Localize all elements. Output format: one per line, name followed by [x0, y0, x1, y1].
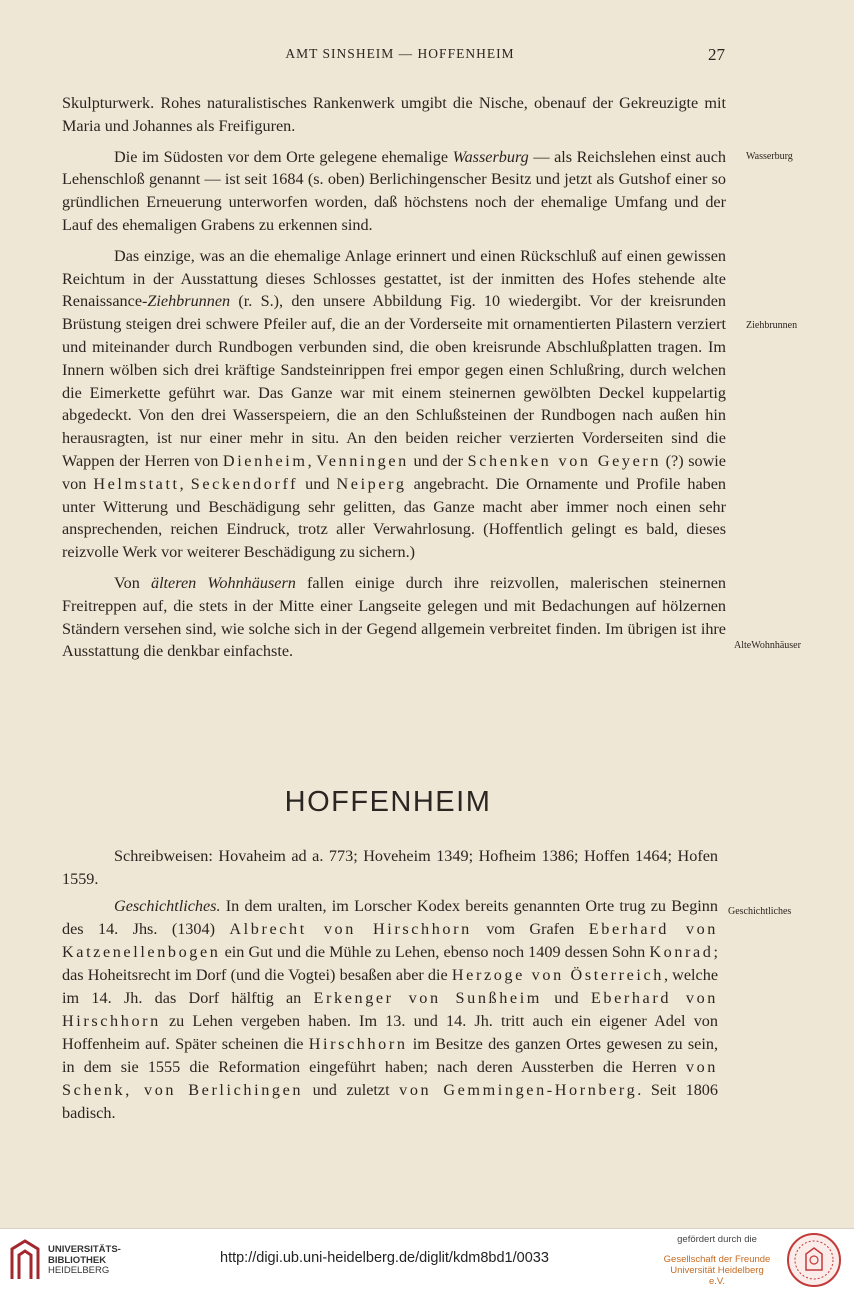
library-line-2: BIBLIOTHEK: [48, 1254, 107, 1266]
library-line-1: UNIVERSITÄTS-: [48, 1244, 121, 1255]
text-run: im Besitze des ganzen Ortes gewesen zu sein, in dem sie 1555 die Reformation eingeführt haben; nach deren Aussterben die Herren: [62, 1035, 718, 1076]
name-gemmingen-hornberg: von Gemmingen-Hornberg: [399, 1081, 638, 1099]
text-run: und: [542, 989, 591, 1007]
margin-note-wasserburg: Wasserburg: [746, 151, 793, 162]
term-ziehbrunnen: Ziehbrunnen: [147, 292, 231, 311]
name-eberhard-katzenellenbogen: Eberhard von Katzenellenbogen: [62, 920, 718, 961]
text-run: Die im Südosten vor dem Orte gelegene ehemalige: [114, 147, 453, 166]
text-run: fallen einige durch ihre reizvollen, malerischen steinernen Freitreppen auf, die stets in der Mitte einer Langseite gelegen und mit Bedachungen auf hölzernen Ständern versehen sind, wie solche sich in der Gegend allgemein verbreitet finden. Im übrigen ist ihre Ausstattung die denkbar einfachste.: [62, 573, 726, 661]
margin-note-wohnhaeuser: AlteWohnhäuser: [734, 640, 801, 651]
text-run: angebracht. Die Ornamente und Profile haben unter Witterung und Beschädigung sehr gelitten, das Ganze macht aber immer noch einen sehr ansprechenden, reichen Eindruck, trotz aller Verwahrlosung. (Hoffentlich gelingt es bald, dieses reizvolle Werk vor weiterer Beschädigung zu sichern.): [62, 474, 727, 562]
text-run: ,: [179, 474, 191, 493]
permalink-url[interactable]: http://digi.ub.uni-heidelberg.de/diglit/kdm8bd1/0033: [220, 1250, 549, 1266]
sponsor: [662, 1234, 772, 1287]
text-run: ; das Hoheitsrecht im Dorf (und die Vogtei) besaßen aber die: [62, 943, 718, 984]
text-run: Von: [114, 573, 151, 592]
text-run: und: [298, 474, 337, 493]
text-run: ein Gut und die Mühle zu Lehen, ebenso noch 1409 dessen Sohn: [220, 943, 650, 961]
ub-logo-icon: [8, 1239, 42, 1281]
name-schenken-von-geyern: Schenken von Geyern: [467, 451, 662, 470]
paragraph-wasserburg: [62, 146, 726, 237]
name-helmstatt: Helmstatt: [93, 474, 180, 493]
section-heading: HOFFENHEIM: [284, 786, 492, 818]
paragraph-schreibweisen: Schreibweisen: Hovaheim ad a. 773; Hoveheim 1349; Hofheim 1386; Hoffen 1464; Hofen 1559.: [62, 847, 718, 888]
text-run: (?) sowie von: [62, 451, 726, 493]
name-seckendorff: Seckendorff: [190, 474, 299, 493]
body-text: [62, 92, 726, 671]
text-run: In dem uralten, im Lorscher Kodex bereits genannten Orte trug zu Beginn des 14. Jhs. (1304): [62, 897, 718, 938]
name-konrad: Konrad: [649, 943, 714, 961]
text-run: zu Lehen vergeben haben. Im 13. und 14. Jh. tritt auch ein eigener Adel von Hoffenheim auf. Später scheinen die: [62, 1012, 718, 1053]
text-run: und zuletzt: [303, 1081, 400, 1099]
footer-bar: [0, 1228, 854, 1290]
text-run: , welche im 14. Jh. das Dorf hälftig an: [62, 966, 719, 1007]
paragraph-wohnhaeuser: [62, 572, 726, 663]
name-dienheim: Dienheim: [222, 451, 308, 470]
university-seal-icon: [786, 1232, 842, 1288]
text-run: und der: [408, 451, 468, 470]
text-run: Das einzige, was an die ehemalige Anlage erinnert und einen Rückschluß auf einen gewissen Reichtum in der Ausstattung dieses Schlosses gestattet, ist der inmitten des Hofes stehende alte Renaissance-: [62, 246, 726, 311]
library-line-3: HEIDELBERG: [48, 1265, 110, 1276]
sponsor-name-1: Gesellschaft der Freunde: [663, 1254, 771, 1265]
name-erkenger: Erkenger von Sunßheim: [313, 989, 542, 1007]
sponsor-name-2: Universität Heidelberg e.V.: [670, 1265, 764, 1287]
header-title: AMT SINSHEIM — HOFFENHEIM: [285, 46, 515, 61]
text-run: . Seit 1806 badisch.: [62, 1081, 718, 1122]
name-schenk-berlichingen: von Schenk, von Berlichingen: [62, 1058, 718, 1099]
section-text: [62, 845, 718, 1129]
margin-note-geschichtliches: Geschichtliches: [728, 906, 792, 917]
running-header: [0, 46, 854, 70]
name-neiperg: Neiperg: [336, 474, 407, 493]
page-number: 27: [708, 45, 725, 64]
margin-note-ziehbrunnen: Ziehbrunnen: [746, 320, 798, 331]
paragraph-skulpturwerk: Skulpturwerk. Rohes naturalistisches Rankenwerk umgibt die Nische, obenauf der Gekreuzigte mit Maria und Johannes als Freifiguren.: [62, 94, 726, 135]
name-albrecht: Albrecht von Hirschhorn: [229, 920, 472, 938]
name-herzoge-oesterreich: Herzoge von Österreich: [451, 966, 664, 984]
term-geschichtliches: Geschichtliches.: [114, 897, 221, 915]
paragraph-geschichtliches: [62, 895, 718, 1125]
name-eberhard-hirschhorn: Eberhard von Hirschhorn: [62, 989, 718, 1030]
term-wohnhaeuser: älteren Wohnhäusern: [150, 573, 296, 592]
term-wasserburg: Wasserburg: [452, 147, 529, 166]
text-run: vom Grafen: [471, 920, 589, 938]
text-run: ,: [307, 451, 317, 470]
sponsor-label: gefördert durch die: [677, 1234, 757, 1245]
paragraph-ziehbrunnen: [62, 245, 726, 564]
text-run: — als Reichslehen einst auch Lehenschloß genannt — ist seit 1684 (s. oben) Berlichingenscher Besitz und jetzt als Gutshof einer so gründlichen Erneuerung unterworfen worden, daß höchstens noch der ehemalige Umfang und der Lauf des ehemaligen Grabens zu erkennen sind.: [62, 147, 726, 234]
name-hirschhorn: Hirschhorn: [308, 1035, 408, 1053]
library-name: [48, 1245, 121, 1277]
text-run: (r. S.), den unsere Abbildung Fig. 10 wiedergibt. Vor der kreisrunden Brüstung steigen drei schwere Pfeiler auf, die an der Vorderseite mit ornamentierten Pilastern verziert und miteinander durch Rundbogen verbunden sind, die oben kreisrunde Abschlußplatten tragen. Im Innern wölben sich drei kräftige Sandsteinrippen frei empor gegen einen Schlußring, durch welchen die Eimerkette geführt war. Das Ganze war mit einem steinernen gewölbten Deckel kuppelartig abgedeckt. Von den drei Wasserspeiern, die an den Schlußsteinen der Rundbogen nach außen hin herausragten, ist nur einer mehr in situ. An den beiden reicher verzierten Vorderseiten sind die Wappen der Herren von: [62, 292, 726, 470]
name-venningen: Venningen: [316, 451, 409, 470]
